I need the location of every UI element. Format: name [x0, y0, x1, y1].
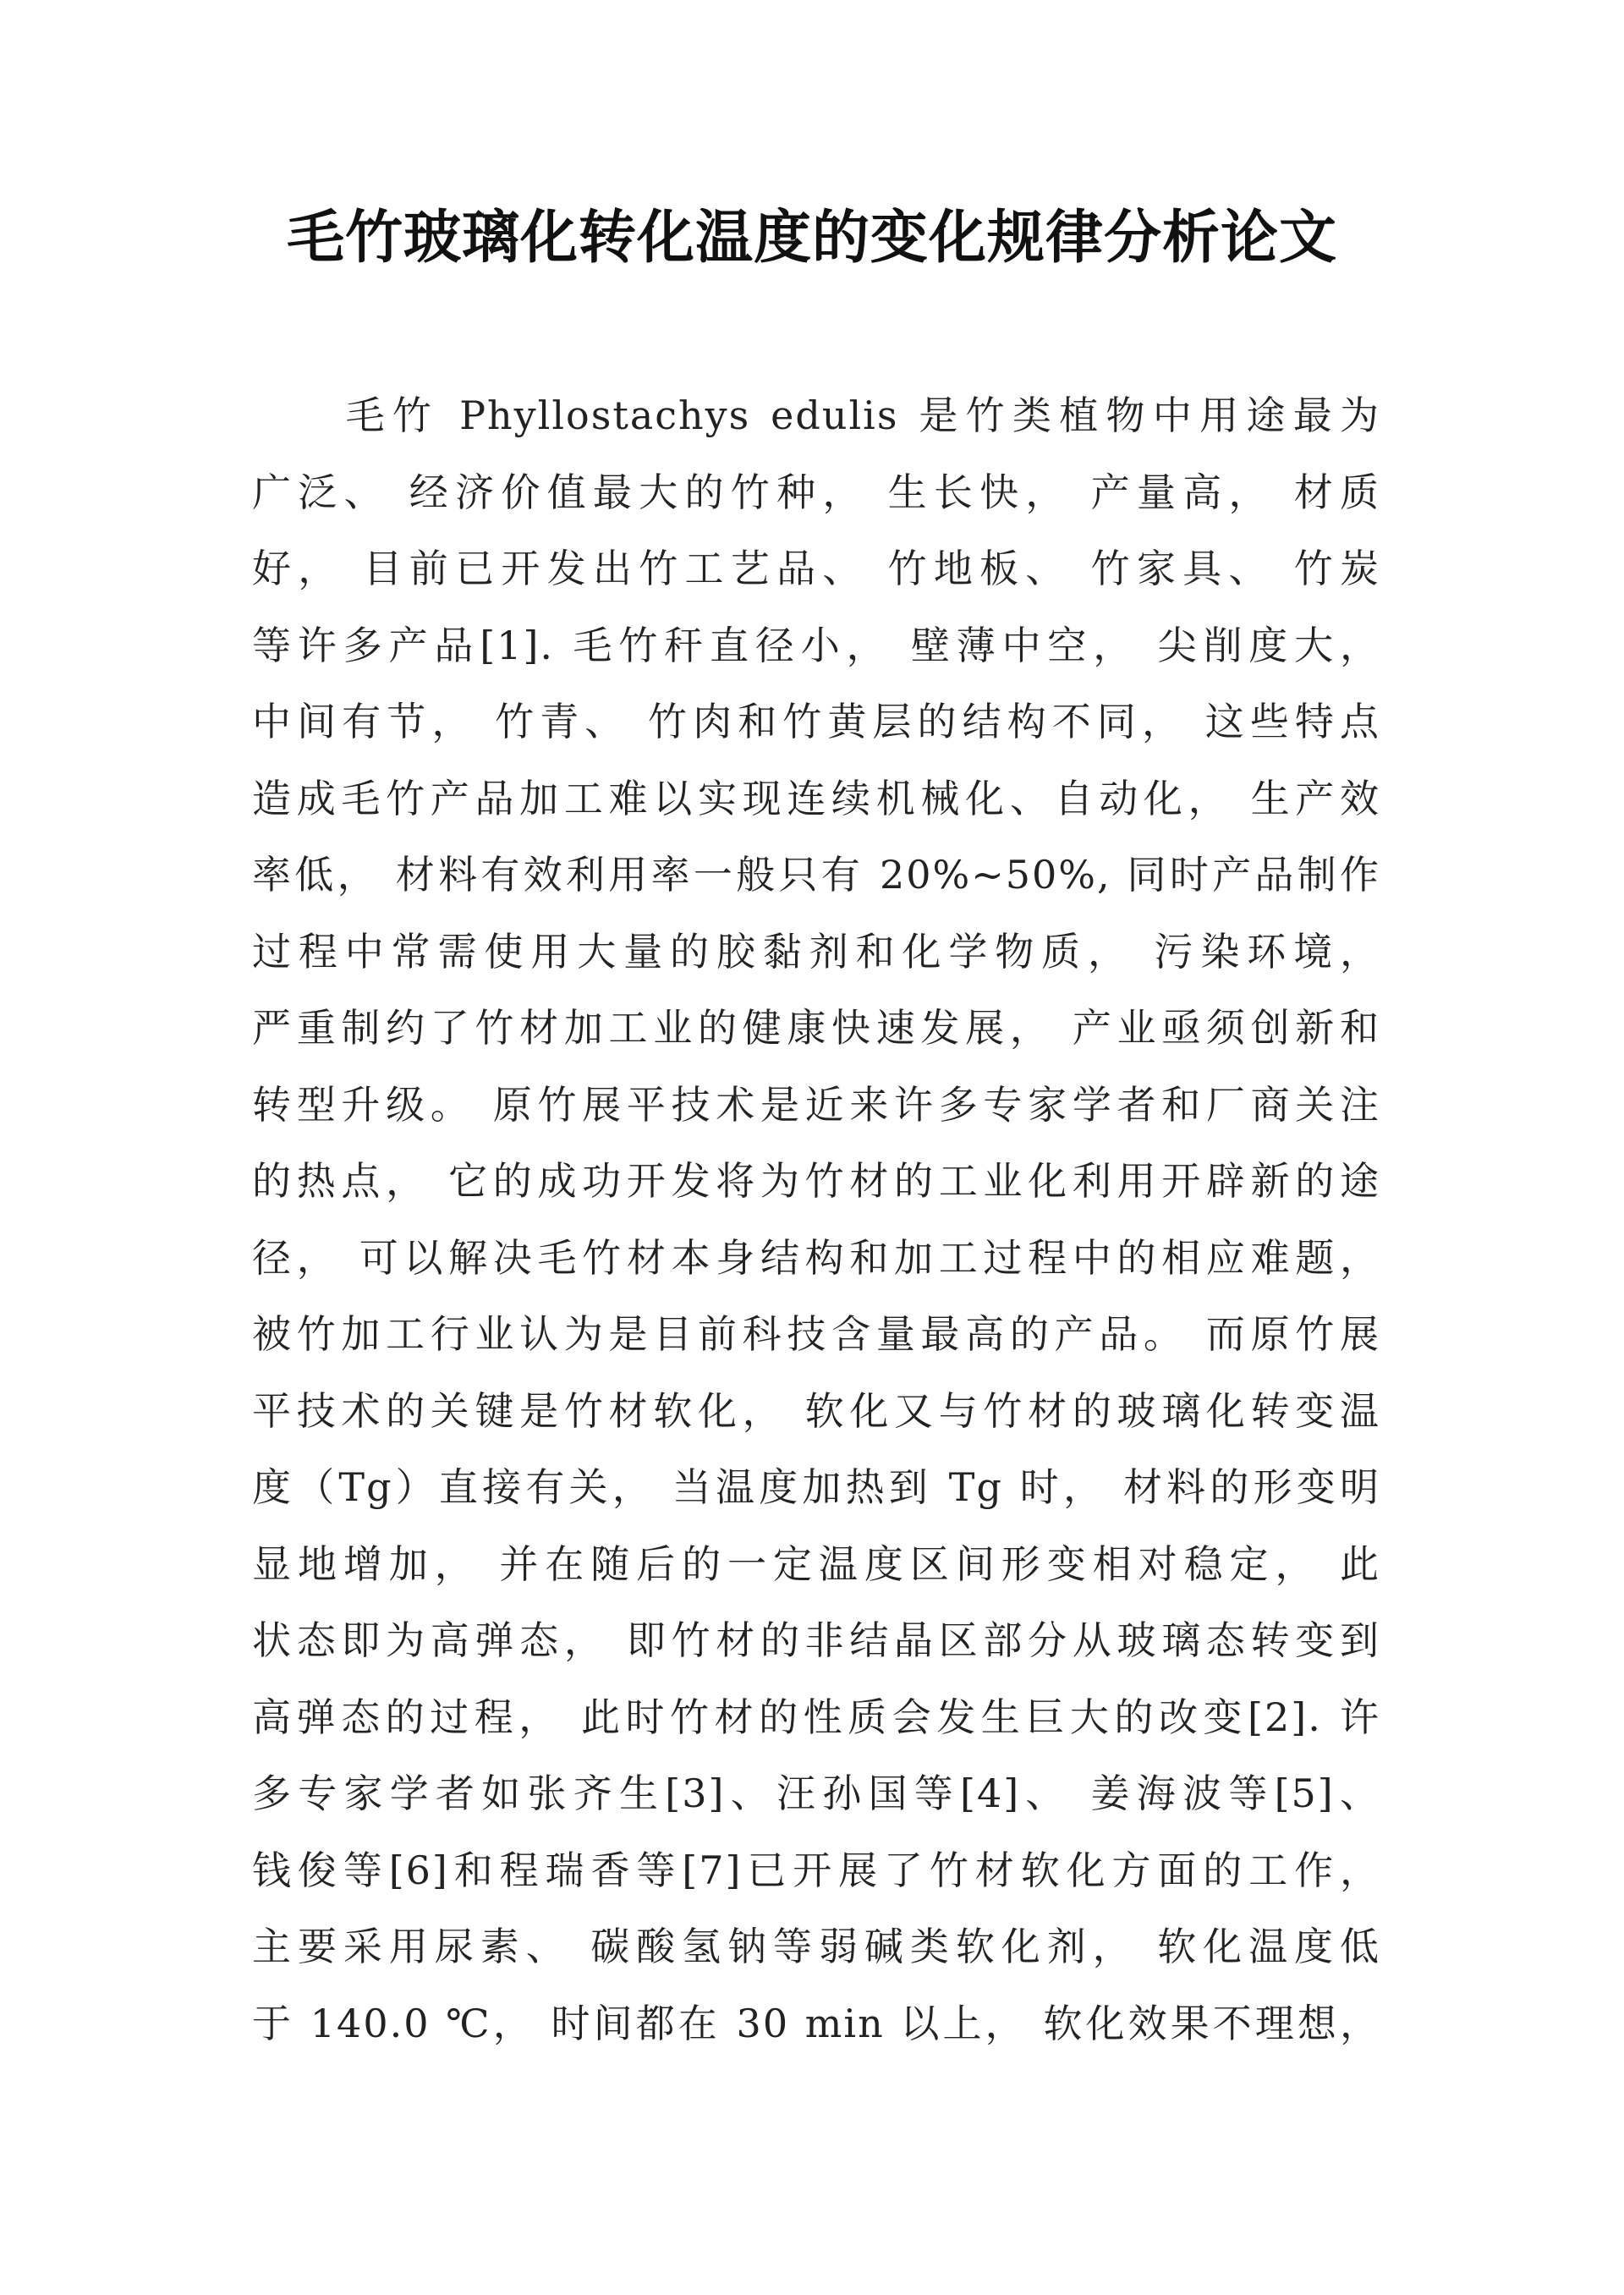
paragraph-line: 的热点， 它的成功开发将为竹材的工业化利用开辟新的途 [252, 1158, 1380, 1204]
paragraph-line: 多专家学者如张齐生[3]、汪孙国等[4]、 姜海波等[5]、 [252, 1771, 1380, 1816]
paragraph-line: 平技术的关键是竹材软化， 软化又与竹材的玻璃化转变温 [252, 1387, 1380, 1434]
paragraph-line: 状态即为高弹态， 即竹材的非结晶区部分从玻璃态转变到 [252, 1617, 1380, 1663]
paragraph-line: 严重制约了竹材加工业的健康快速发展， 产业亟须创新和 [252, 1005, 1380, 1051]
paragraph-line: 主要采用尿素、 碳酸氢钠等弱碱类软化剂， 软化温度低 [252, 1924, 1380, 1969]
paragraph-line: 转型升级。 原竹展平技术是近来许多专家学者和厂商关注 [252, 1081, 1380, 1128]
paragraph-line: 度（Tg）直接有关， 当温度加热到 Tg 时， 材料的形变明 [252, 1464, 1380, 1510]
paragraph-line: 高弹态的过程， 此时竹材的性质会发生巨大的改变[2]. 许 [252, 1694, 1380, 1740]
paragraph-line: 率低， 材料有效利用率一般只有 20%~50%, 同时产品制作 [252, 852, 1380, 898]
paragraph-line: 于 140.0 ℃， 时间都在 30 min 以上， 软化效果不理想， [252, 2000, 1380, 2046]
paragraph-line: 显地增加， 并在随后的一定温度区间形变相对稳定， 此 [252, 1540, 1380, 1587]
paragraph-line: 被竹加工行业认为是目前科技含量最高的产品。 而原竹展 [252, 1311, 1380, 1357]
body-paragraph [252, 377, 1380, 2062]
paragraph-line: 造成毛竹产品加工难以实现连续机械化、自动化， 生产效 [252, 775, 1380, 821]
paragraph-line: 径， 可以解决毛竹材本身结构和加工过程中的相应难题， [252, 1234, 1380, 1281]
paragraph-line: 过程中常需使用大量的胶黏剂和化学物质， 污染环境， [252, 928, 1380, 975]
paragraph-line: 好， 目前已开发出竹工艺品、 竹地板、 竹家具、 竹炭 [252, 546, 1380, 591]
paragraph-line: 等许多产品[1]. 毛竹秆直径小， 壁薄中空， 尖削度大， [252, 622, 1380, 668]
paragraph-line: 毛竹 Phyllostachys edulis 是竹类植物中用途最为 [252, 393, 1380, 438]
document-title: 毛竹玻璃化转化温度的变化规律分析论文 [286, 204, 1337, 272]
paragraph-line: 广泛、 经济价值最大的竹种， 生长快， 产量高， 材质 [252, 469, 1380, 515]
paragraph-line: 钱俊等[6]和程瑞香等[7]已开展了竹材软化方面的工作， [252, 1847, 1380, 1893]
paragraph-line: 中间有节， 竹青、 竹肉和竹黄层的结构不同， 这些特点 [252, 699, 1380, 744]
